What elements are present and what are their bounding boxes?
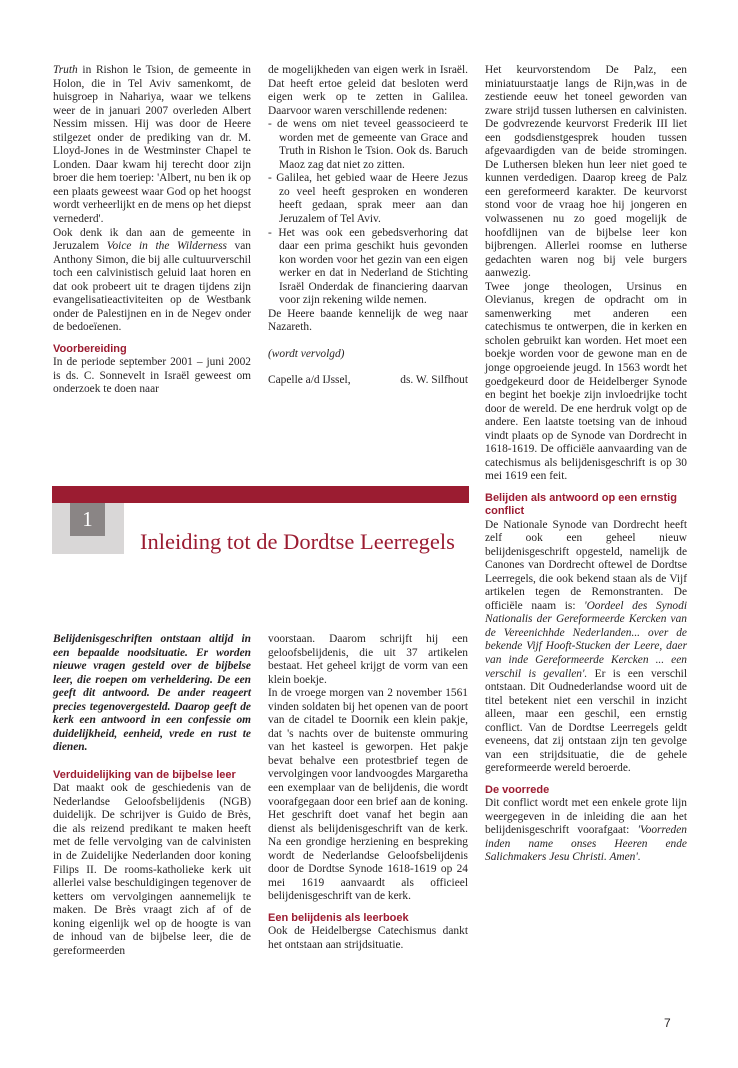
signature-place: Capelle a/d IJssel, xyxy=(268,374,351,387)
paragraph: De Heere baande kennelijk de weg naar Nazareth. xyxy=(268,307,468,334)
section-heading: Verduidelijking van de bijbelse leer xyxy=(53,768,236,781)
intro-paragraph: Belijdenisgeschriften ontstaan altijd in een bepaalde noodsituatie. Er worden nieuwe vragen gesteld over de bijbelse leer, die roepen om verheldering. De een geeft dit antwoord. De ander reageert precies tegenovergesteld. Daarop geeft de kerk een antwoord in een confessie om duidelijkheid, eenheid, vrede en rust te dienen. xyxy=(53,633,251,754)
paragraph: de mogelijkheden van eigen werk in Israël. Dat heeft ertoe geleid dat besloten werd eigen werk op te zetten in Galilea. Daarvoor waren verschillende redenen: xyxy=(268,64,468,117)
column-4 xyxy=(53,633,251,958)
section-heading: Een belijdenis als leerboek xyxy=(268,911,409,924)
paragraph: Dat maakt ook de geschiedenis van de Nederlandse Geloofsbelijdenis (NGB) duidelijk. De schrijver is Guido de Brès, die als reizend predikant te maken heeft met de felle vervolging van de calvinisten in de Zuidelijke Nederlanden door koning Filips II. De rooms-katholieke kerk uit allerlei valse beschuldigingen tegenover de ketters om vervolgingen aannemelijk te maken. De Brès vraagt zich af of de koning eigenlijk wel op de hoogte is van de inhoud van de bijbelse leer, die de gereformeerden xyxy=(53,782,251,957)
article-number: 1 xyxy=(70,503,105,536)
article-title: Inleiding tot de Dordtse Leerregels xyxy=(140,529,455,554)
paragraph: In de vroege morgen van 2 november 1561 vinden soldaten bij het openen van de poort van de citadel te Doornik een klein pakje, dat 's nachts over de buitenste ommuring van het kasteel is geworpen. Het pakje bevat behalve een protestbrief tegen de vervolgingen voor landvoogdes Margaretha een exemplaar van de belijdenis, die wordt voorafgegaan door een brief aan de koning. Het geschrift doet vanaf het begin aan dienst als belijdenisgeschrift van de kerk. Na een grondige herziening en bespreking wordt de Nederlandse Geloofsbelijdenis door de Dordtse Synode 1618-1619 op 24 mei 1619 aanvaardt als officieel belijdenisgeschrift van de kerk. xyxy=(268,687,468,903)
section-heading: Voorbereiding xyxy=(53,342,127,355)
paragraph: In de periode september 2001 – juni 2002 is ds. C. Sonnevelt in Israël geweest om onderzoek te doen naar xyxy=(53,356,251,396)
list-item: - Het was ook een gebedsverhoring dat daar een prima geschikt huis gevonden kon worden voor het gezin van een eigen werker en dat in Nederland de Stichting Israël Onderdak de financiering daarvan voor zijn rekening wilde nemen. xyxy=(268,226,468,307)
column-2 xyxy=(268,64,468,388)
section-heading: Belijden als antwoord op een ernstig conflict xyxy=(485,491,677,518)
paragraph: Ook denk ik dan aan de gemeente in Jeruzalem Voice in the Wilderness van Anthony Simon, die bij alle cultuurverschil toch een calvinistisch geluid laat horen en dat ook probeert uit te dragen tijdens zijn evangelisatieactiviteiten op de Westbank onder de Palestijnen en in de Negev onder de bedoeïenen. xyxy=(53,226,251,334)
article-banner xyxy=(52,486,469,503)
column-5 xyxy=(268,633,468,952)
signature-line xyxy=(268,374,468,388)
paragraph: De Nationale Synode van Dordrecht heeft zelf ook een geheel nieuw belijdenisgeschrift opgesteld, namelijk de Canones van Dordrecht oftewel de Dordtse Leerregels, die ook bekend staan als de Vijf artikelen tegen de Remonstranten. De officiële naam is: 'Oordeel des Synodi Nationalis der Gereformeerde Kercken van de Vereenichhde Nederlanden... over de bekende Vijf Hooft-Stucken der Leere, daer van inde Gereformeerde Kercken ... een verschil is gevallen'. Er is een verschil ontstaan. Dit Oudnederlandse woord uit de titel betekent niet een verschil in inzicht alleen, maar een geschil, een ernstig conflict. Van de Dordtse Leerregels geldt eveneens, dat zij ontstaan zijn ten gevolge van een strijdsituatie, die de gehele gereformeerde wereld beroerde. xyxy=(485,518,687,775)
paragraph: Ook de Heidelbergse Catechismus dankt het ontstaan aan strijdsituatie. xyxy=(268,925,468,951)
continued-note: (wordt vervolgd) xyxy=(268,347,345,360)
list-item: - Galilea, het gebied waar de Heere Jezus zo veel heeft gesproken en wonderen heeft gedaan, sprak meer aan dan Jeruzalem of Tel Aviv. xyxy=(268,172,468,226)
section-heading: De voorrede xyxy=(485,783,550,796)
paragraph: Truth in Rishon le Tsion, de gemeente in Holon, die in Tel Aviv samenkomt, de huisgroep in Nahariya, waar we telkens weer de in januari 2007 overleden Albert Nessim missen. Hij was door de Heere stilgezet onder de prediking van dr. M. Lloyd-Jones in de Westminster Chapel te Londen. Daar kwam hij terecht door zijn broer die hem toeriep: 'Albert, nu ben ik op een plaats geweest waar God op het hoogst wordt verheerlijkt en de mens op het diepst vernederd'. xyxy=(53,64,251,226)
page-number: 7 xyxy=(664,1016,671,1030)
paragraph: voorstaan. Daarom schrijft hij een geloofsbelijdenis, die uit 37 artikelen bestaat. Het geheel krijgt de vorm van een klein boekje. xyxy=(268,633,468,686)
paragraph: Dit conflict wordt met een enkele grote lijn weergegeven in de inleiding die aan het belijdenisgeschrift voorafgaat: 'Voorreden inden name onses Heeren ende Salichmakers Jesu Christi. Amen'. xyxy=(485,797,687,864)
column-1 xyxy=(53,64,251,397)
column-3 xyxy=(485,64,687,865)
paragraph: Twee jonge theologen, Ursinus en Olevianus, kregen de opdracht om in samenwerking met anderen een catechismus te ontwerpen, die in kerken en scholen gebruikt kan worden. Het moet een boekje worden voor de gewone man en de jonge opgroeiende jeugd. In 1563 wordt het goedgekeurd door de Heidelberger Synode en begint het boekje zijn invloedrijke tocht door de wereld. De ene herdruk volgt op de andere. Een laatste toetsing van de inhoud vindt plaats op de Synode van Dordrecht in 1618-1619. De officiële aanvaarding van de catechismus als belijdenisgeschrift is op 30 mei 1619 een feit. xyxy=(485,280,687,483)
list-item: - de wens om niet teveel geassocieerd te worden met de gemeente van Grace and Truth in Rishon le Tsion. Ook ds. Baruch Maoz zag dat niet zo zitten. xyxy=(268,118,468,171)
paragraph: Het keurvorstendom De Palz, een miniatuurstaatje langs de Rijn,was in de zestiende eeuw het toneel geworden van zware strijd tussen luthersen en calvinisten. De godvrezende keurvorst Frederik III liet een godsdienstgesprek houden tussen afgevaardigden van de beide stromingen. De Luthersen bleken hun leer niet goed te kunnen verdedigen. Daarop kreeg de Palz een gereformeerd karakter. De keurvorst stond voor de vraag hoe hij jongeren en volwassenen nu zo goed mogelijk de hoofdlijnen van de bijbelse leer kon bijbrengen. Allerlei roomse en lutherse gedachten waren nog bij vele burgers aanwezig. xyxy=(485,64,687,280)
signature-author: ds. W. Silfhout xyxy=(400,374,468,387)
